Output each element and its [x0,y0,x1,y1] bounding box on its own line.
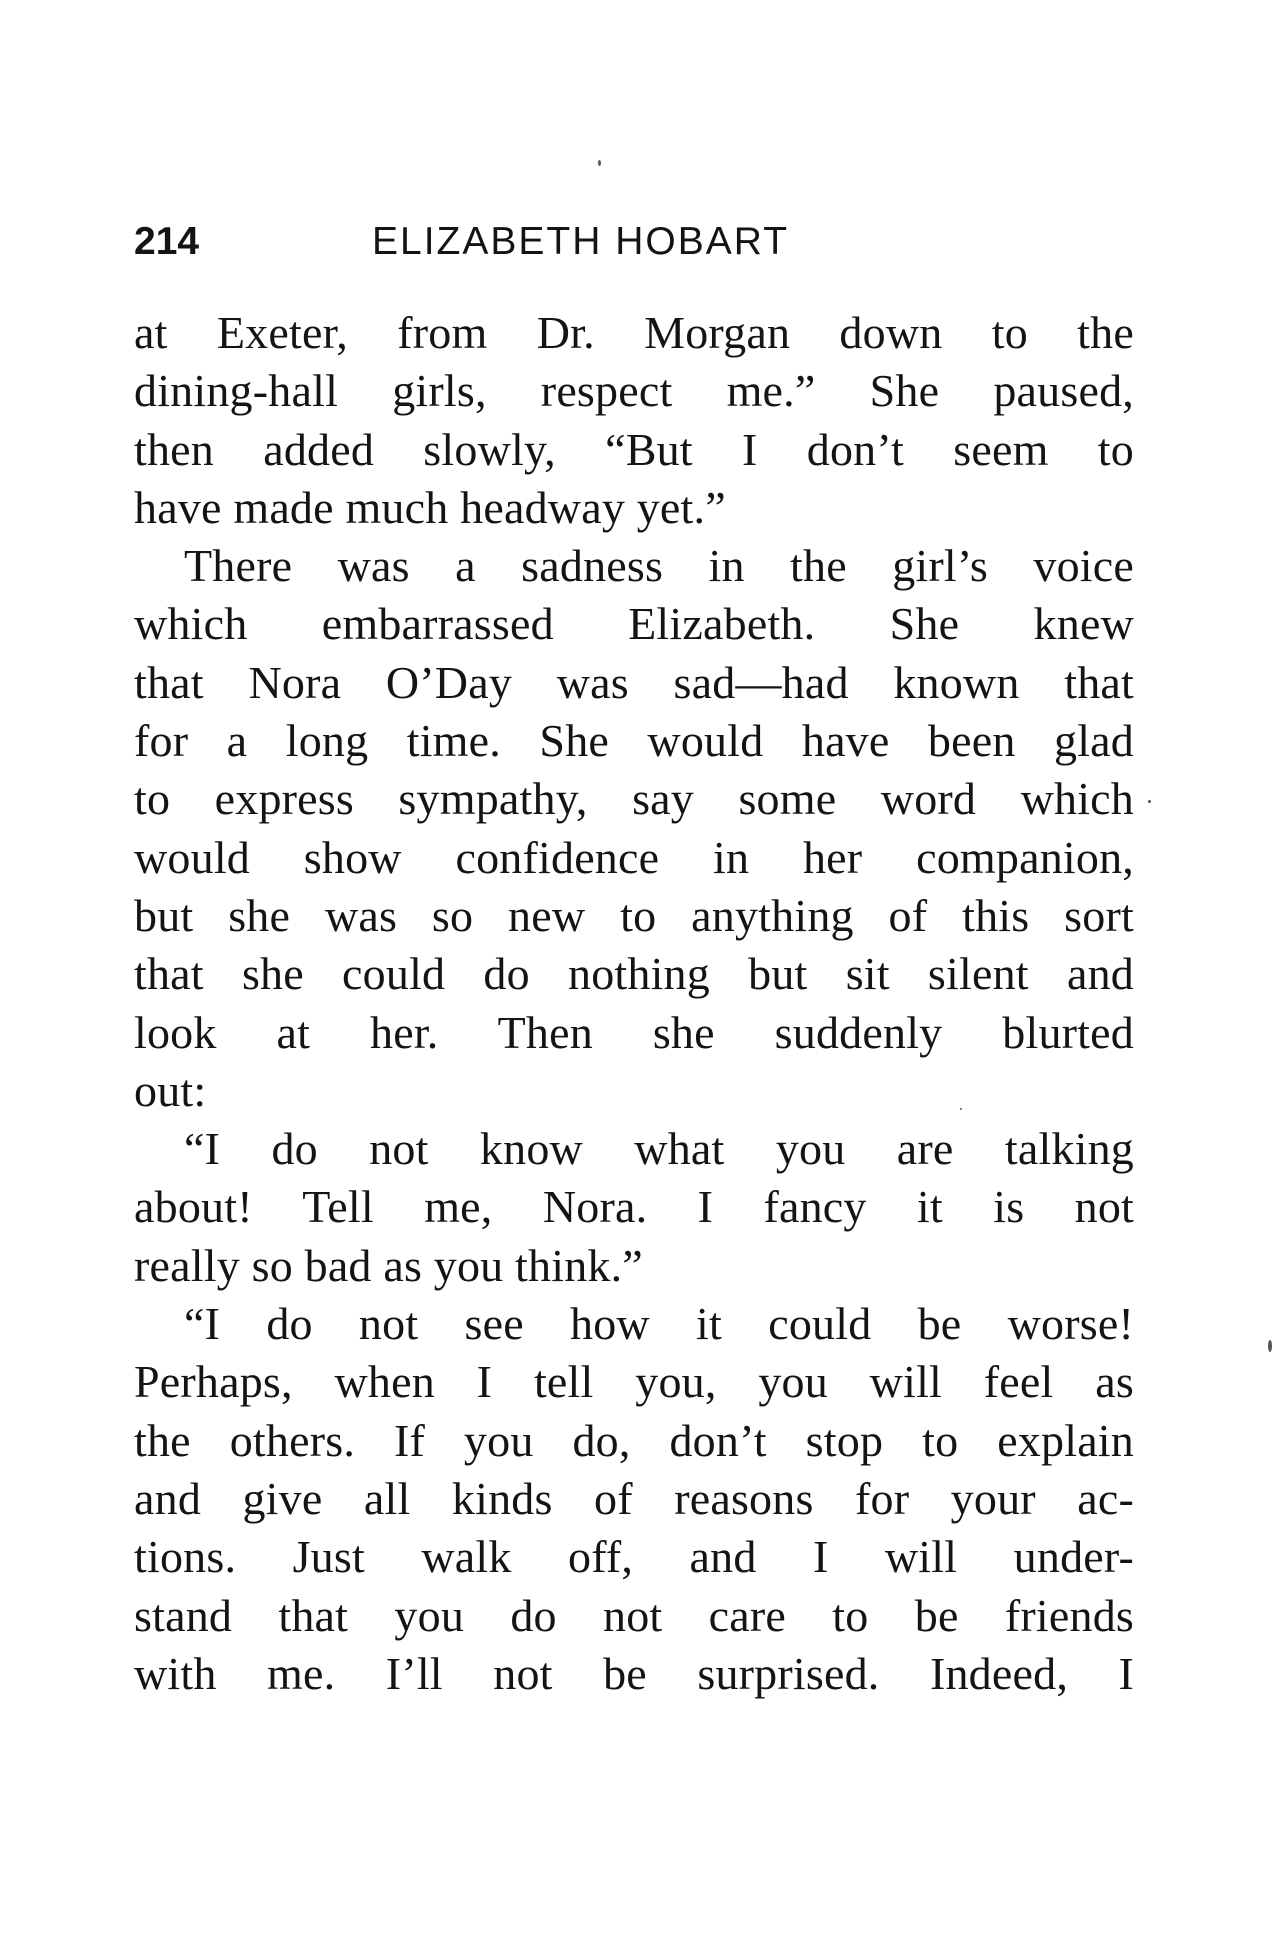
text-line: would show confidence in her companion, [134,831,1134,883]
text-line: but she was so new to anything of this sort [134,889,1134,941]
scan-speck [598,160,601,166]
text-line: at Exeter, from Dr. Morgan down to the [134,307,1134,358]
text-line: the others. If you do, don’t stop to explain [134,1414,1134,1466]
text-line: about! Tell me, Nora. I fancy it is not [134,1181,1134,1233]
text-line: which embarrassed Elizabeth. She knew [134,598,1134,650]
scan-speck [1148,800,1151,803]
body-text [134,304,1134,1703]
text-line: that she could do nothing but sit silent and [134,948,1134,1000]
scan-speck [1268,1340,1272,1352]
text-line: for a long time. She would have been glad [134,715,1134,767]
running-head: ELIZABETH HOBART [372,220,790,263]
text-line: Perhaps, when I tell you, you will feel as [134,1356,1134,1408]
page-header [134,212,1144,272]
text-line: that Nora O’Day was sad—had known that [134,656,1134,708]
page-number: 214 [134,220,200,263]
text-line: look at her. Then she suddenly blurted [134,1006,1134,1058]
text-line: with me. I’ll not be surprised. Indeed, I [134,1647,1134,1699]
scan-speck [960,1108,962,1110]
text-line: dining-hall girls, respect me.” She paused, [134,365,1134,417]
paragraph-start-line: “I do not know what you are talking [184,1123,1134,1175]
paragraph-start-line: There was a sadness in the girl’s voice [184,540,1134,592]
text-line: tions. Just walk off, and I will under- [134,1531,1134,1583]
text-line: really so bad as you think.” [134,1239,643,1291]
text-line: to express sympathy, say some word which [134,773,1134,825]
text-line: then added slowly, “But I don’t seem to [134,423,1134,475]
text-line: and give all kinds of reasons for your ac- [134,1472,1134,1524]
text-line: out: [134,1064,207,1116]
paragraph-start-line: “I do not see how it could be worse! [184,1298,1134,1350]
text-line: have made much headway yet.” [134,481,726,533]
text-line: stand that you do not care to be friends [134,1589,1134,1641]
